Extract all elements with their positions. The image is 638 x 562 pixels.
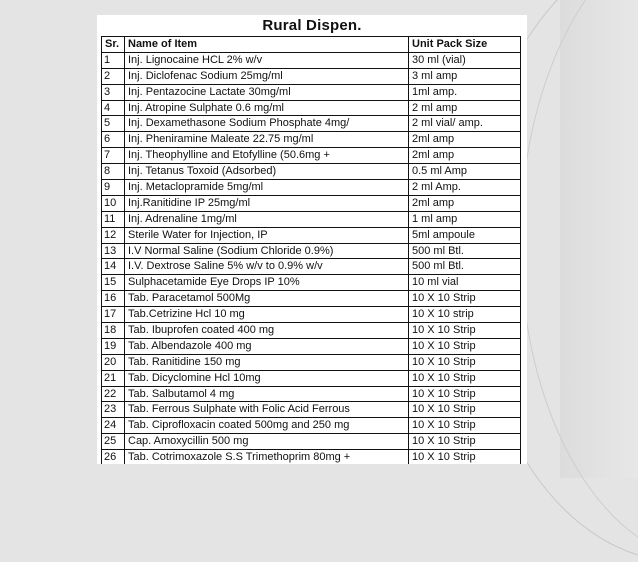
table-row — [102, 450, 521, 464]
cell-sr: 5 — [102, 116, 125, 132]
cell-item-name: Inj. Dexamethasone Sodium Phosphate 4mg/ — [125, 116, 409, 132]
cell-unit-pack: 10 ml vial — [409, 275, 521, 291]
cell-item-name: Tab. Ibuprofen coated 400 mg — [125, 323, 409, 339]
table-body — [102, 52, 521, 464]
cell-sr: 4 — [102, 100, 125, 116]
cell-item-name: Inj.Ranitidine IP 25mg/ml — [125, 195, 409, 211]
cell-sr: 11 — [102, 211, 125, 227]
column-header-sr: Sr. — [102, 37, 125, 53]
document-page — [97, 15, 527, 464]
cell-sr: 10 — [102, 195, 125, 211]
cell-sr: 12 — [102, 227, 125, 243]
table-row — [102, 100, 521, 116]
table-row — [102, 434, 521, 450]
table-row — [102, 275, 521, 291]
cell-sr: 2 — [102, 68, 125, 84]
cell-unit-pack: 2ml amp — [409, 132, 521, 148]
table-row — [102, 84, 521, 100]
cell-sr: 21 — [102, 370, 125, 386]
cell-sr: 1 — [102, 52, 125, 68]
cell-sr: 3 — [102, 84, 125, 100]
table-row — [102, 402, 521, 418]
cell-item-name: Inj. Metaclopramide 5mg/ml — [125, 180, 409, 196]
cell-unit-pack: 10 X 10 Strip — [409, 386, 521, 402]
table-row — [102, 132, 521, 148]
cell-sr: 16 — [102, 291, 125, 307]
cell-sr: 25 — [102, 434, 125, 450]
cell-item-name: Tab. Salbutamol 4 mg — [125, 386, 409, 402]
page-title: Rural Dispen. — [262, 17, 362, 34]
cell-sr: 22 — [102, 386, 125, 402]
cell-item-name: Inj. Lignocaine HCL 2% w/v — [125, 52, 409, 68]
cell-item-name: I.V. Dextrose Saline 5% w/v to 0.9% w/v — [125, 259, 409, 275]
table-row — [102, 68, 521, 84]
table-row — [102, 52, 521, 68]
table-row — [102, 227, 521, 243]
table-row — [102, 211, 521, 227]
column-header-name: Name of Item — [125, 37, 409, 53]
cell-unit-pack: 10 X 10 Strip — [409, 338, 521, 354]
cell-sr: 20 — [102, 354, 125, 370]
cell-unit-pack: 2 ml amp — [409, 100, 521, 116]
table-row — [102, 243, 521, 259]
cell-item-name: Inj. Pentazocine Lactate 30mg/ml — [125, 84, 409, 100]
cell-unit-pack: 5ml ampoule — [409, 227, 521, 243]
cell-unit-pack: 1 ml amp — [409, 211, 521, 227]
cell-sr: 26 — [102, 450, 125, 464]
cell-item-name: Tab.Cetrizine Hcl 10 mg — [125, 307, 409, 323]
cell-unit-pack: 500 ml Btl. — [409, 259, 521, 275]
table-row — [102, 291, 521, 307]
cell-item-name: Tab. Dicyclomine Hcl 10mg — [125, 370, 409, 386]
table-header-row — [102, 37, 521, 53]
column-header-unit: Unit Pack Size — [409, 37, 521, 53]
cell-sr: 18 — [102, 323, 125, 339]
cell-item-name: Tab. Ranitidine 150 mg — [125, 354, 409, 370]
cell-sr: 13 — [102, 243, 125, 259]
cell-item-name: Tab. Cotrimoxazole S.S Trimethoprim 80mg + — [125, 450, 409, 464]
table-row — [102, 148, 521, 164]
cell-unit-pack: 10 X 10 Strip — [409, 418, 521, 434]
table-row — [102, 116, 521, 132]
table-row — [102, 418, 521, 434]
cell-item-name: Inj. Atropine Sulphate 0.6 mg/ml — [125, 100, 409, 116]
cell-item-name: Inj. Pheniramine Maleate 22.75 mg/ml — [125, 132, 409, 148]
table-row — [102, 259, 521, 275]
cell-unit-pack: 30 ml (vial) — [409, 52, 521, 68]
table-row — [102, 386, 521, 402]
cell-sr: 24 — [102, 418, 125, 434]
table-row — [102, 354, 521, 370]
cell-unit-pack: 0.5 ml Amp — [409, 164, 521, 180]
cell-unit-pack: 10 X 10 Strip — [409, 370, 521, 386]
cell-sr: 9 — [102, 180, 125, 196]
cell-item-name: Inj. Theophylline and Etofylline (50.6mg + — [125, 148, 409, 164]
table-row — [102, 195, 521, 211]
item-table — [101, 36, 521, 464]
cell-sr: 15 — [102, 275, 125, 291]
cell-unit-pack: 2 ml vial/ amp. — [409, 116, 521, 132]
cell-item-name: Sulphacetamide Eye Drops IP 10% — [125, 275, 409, 291]
cell-unit-pack: 10 X 10 Strip — [409, 450, 521, 464]
cell-item-name: Sterile Water for Injection, IP — [125, 227, 409, 243]
table-row — [102, 180, 521, 196]
table-row — [102, 370, 521, 386]
table-row — [102, 338, 521, 354]
cell-sr: 17 — [102, 307, 125, 323]
cell-sr: 23 — [102, 402, 125, 418]
cell-item-name: Inj. Tetanus Toxoid (Adsorbed) — [125, 164, 409, 180]
table-row — [102, 307, 521, 323]
cell-item-name: Tab. Ciprofloxacin coated 500mg and 250 mg — [125, 418, 409, 434]
cell-item-name: Tab. Paracetamol 500Mg — [125, 291, 409, 307]
cell-unit-pack: 500 ml Btl. — [409, 243, 521, 259]
cell-unit-pack: 10 X 10 strip — [409, 307, 521, 323]
table-row — [102, 323, 521, 339]
cell-item-name: Tab. Ferrous Sulphate with Folic Acid Ferrous — [125, 402, 409, 418]
cell-sr: 6 — [102, 132, 125, 148]
cell-sr: 8 — [102, 164, 125, 180]
cell-item-name: Tab. Albendazole 400 mg — [125, 338, 409, 354]
cell-unit-pack: 10 X 10 Strip — [409, 354, 521, 370]
cell-item-name: Inj. Diclofenac Sodium 25mg/ml — [125, 68, 409, 84]
cell-unit-pack: 10 X 10 Strip — [409, 291, 521, 307]
cell-sr: 14 — [102, 259, 125, 275]
cell-item-name: Cap. Amoxycillin 500 mg — [125, 434, 409, 450]
cell-sr: 7 — [102, 148, 125, 164]
cell-unit-pack: 10 X 10 Strip — [409, 434, 521, 450]
table-row — [102, 164, 521, 180]
cell-unit-pack: 2ml amp — [409, 195, 521, 211]
cell-sr: 19 — [102, 338, 125, 354]
cell-unit-pack: 10 X 10 Strip — [409, 402, 521, 418]
cell-unit-pack: 3 ml amp — [409, 68, 521, 84]
cell-item-name: I.V Normal Saline (Sodium Chloride 0.9%) — [125, 243, 409, 259]
cell-item-name: Inj. Adrenaline 1mg/ml — [125, 211, 409, 227]
cell-unit-pack: 2 ml Amp. — [409, 180, 521, 196]
cell-unit-pack: 10 X 10 Strip — [409, 323, 521, 339]
cell-unit-pack: 1ml amp. — [409, 84, 521, 100]
cell-unit-pack: 2ml amp — [409, 148, 521, 164]
